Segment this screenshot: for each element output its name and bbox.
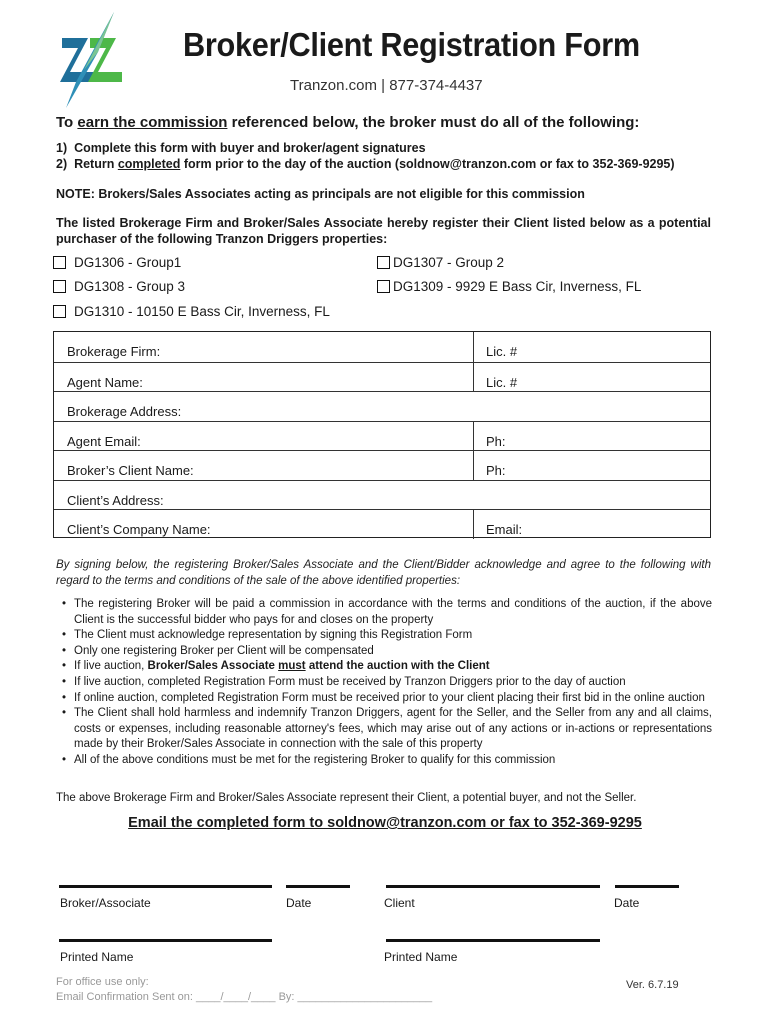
date-label: Date bbox=[614, 896, 640, 910]
date-signature-line[interactable] bbox=[286, 885, 350, 888]
intro-underlined: earn the commission bbox=[77, 114, 228, 131]
acknowledge-text: By signing below, the registering Broker/Sales Associate and the Client/Bidder acknowledge and agree to the following with regard to the terms and conditions of the sale of the above identified properties: bbox=[56, 559, 711, 587]
tranzon-logo bbox=[58, 12, 130, 108]
client-signature-line[interactable] bbox=[386, 885, 600, 888]
field-label: Client’s Address: bbox=[67, 492, 164, 508]
note-text: NOTE: Brokers/Sales Associates acting as principals are not eligible for this commission bbox=[56, 187, 585, 201]
field-row-brokerage-firm[interactable] bbox=[54, 332, 710, 362]
field-label: Ph: bbox=[486, 433, 506, 449]
represent-text: The above Brokerage Firm and Broker/Sales Associate represent their Client, a potential buyer, and not the Seller. bbox=[56, 792, 637, 804]
terms-list bbox=[62, 597, 712, 769]
field-row-brokerage-address[interactable] bbox=[54, 391, 710, 421]
list-item: • If live auction, Broker/Sales Associate must attend the auction with the Client bbox=[62, 659, 712, 675]
email-instruction: Email the completed form to soldnow@tranzon.com or fax to 352-369-9295 bbox=[128, 815, 642, 831]
list-item: • The registering Broker will be paid a commission in accordance with the terms and conditions of the auction, if the above Client is the successful bidder who pays for and closes on the property bbox=[62, 597, 712, 628]
field-row-agent-name[interactable] bbox=[54, 362, 710, 392]
list-item: • The Client must acknowledge representation by signing this Registration Form bbox=[62, 628, 712, 644]
broker-label: Broker/Associate bbox=[60, 896, 151, 910]
field-label: Ph: bbox=[486, 463, 506, 478]
checkbox[interactable] bbox=[53, 256, 66, 269]
field-label: Lic. # bbox=[486, 374, 518, 390]
field-label: Brokerage Address: bbox=[67, 404, 182, 419]
date-signature-line[interactable] bbox=[615, 885, 679, 888]
field-row-client-company[interactable] bbox=[54, 509, 710, 539]
checkbox[interactable] bbox=[377, 256, 390, 269]
property-option-dg1306[interactable]: DG1306 - Group1 bbox=[53, 255, 181, 270]
page-title: Broker/Client Registration Form bbox=[183, 26, 640, 63]
field-label: Broker’s Client Name: bbox=[67, 463, 194, 478]
client-label: Client bbox=[384, 896, 415, 910]
list-item: • The Client shall hold harmless and indemnify Tranzon Driggers, agent for the Seller, and the Seller from any and all claims, costs or expenses, including reasonable attorney's fees, which may arise out of any actions or in-actions or representations made by their Broker/Sales Associate in connection with the sale of this property bbox=[62, 706, 712, 753]
step-1: 1) Complete this form with buyer and broker/agent signatures bbox=[56, 141, 426, 155]
date-label: Date bbox=[286, 896, 312, 910]
listed-text: The listed Brokerage Firm and Broker/Sales Associate hereby register their Client listed below as a potential purchaser of the following Tranzon Driggers properties: bbox=[56, 216, 711, 246]
list-item: • Only one registering Broker per Client will be compensated bbox=[62, 644, 712, 660]
checkbox[interactable] bbox=[53, 280, 66, 293]
printed-name-line[interactable] bbox=[59, 939, 272, 942]
intro-heading: To earn the commission referenced below, the broker must do all of the following: bbox=[56, 114, 640, 131]
field-label: Agent Email: bbox=[67, 433, 141, 449]
property-option-dg1310[interactable]: DG1310 - 10150 E Bass Cir, Inverness, FL bbox=[53, 304, 330, 319]
property-option-dg1307[interactable]: DG1307 - Group 2 bbox=[377, 255, 504, 270]
printed-name-label: Printed Name bbox=[384, 950, 458, 964]
field-label: Brokerage Firm: bbox=[67, 344, 161, 359]
list-item: • If live auction, completed Registration Form must be received by Tranzon Driggers prior to the day of auction bbox=[62, 675, 712, 691]
step-2: 2) Return completed form prior to the day of the auction (soldnow@tranzon.com or fax to 352-369-9295) bbox=[56, 157, 675, 171]
registration-table bbox=[53, 331, 711, 538]
field-label: Client’s Company Name: bbox=[67, 522, 211, 537]
field-label: Lic. # bbox=[486, 344, 518, 359]
field-label: Email: bbox=[486, 522, 523, 537]
property-option-dg1309[interactable]: DG1309 - 9929 E Bass Cir, Inverness, FL bbox=[377, 279, 641, 294]
property-option-dg1308[interactable]: DG1308 - Group 3 bbox=[53, 279, 185, 294]
version-label: Ver. 6.7.19 bbox=[626, 979, 679, 991]
field-row-client-address[interactable] bbox=[54, 480, 710, 510]
field-row-client-name[interactable] bbox=[54, 450, 710, 480]
printed-name-label: Printed Name bbox=[60, 950, 134, 964]
checkbox[interactable] bbox=[53, 305, 66, 318]
page-subtitle: Tranzon.com | 877-374-4437 bbox=[290, 77, 483, 94]
office-confirmation-line: Email Confirmation Sent on: ____/____/____ By: ______________________ bbox=[56, 991, 433, 1003]
field-row-agent-email[interactable] bbox=[54, 421, 710, 451]
field-label: Agent Name: bbox=[67, 374, 143, 390]
checkbox[interactable] bbox=[377, 280, 390, 293]
printed-name-line[interactable] bbox=[386, 939, 600, 942]
broker-signature-line[interactable] bbox=[59, 885, 272, 888]
list-item: • If online auction, completed Registration Form must be received prior to your client placing their first bid in the online auction bbox=[62, 691, 712, 707]
list-item: • All of the above conditions must be met for the registering Broker to qualify for this commission bbox=[62, 753, 712, 769]
office-use-label: For office use only: bbox=[56, 976, 149, 988]
